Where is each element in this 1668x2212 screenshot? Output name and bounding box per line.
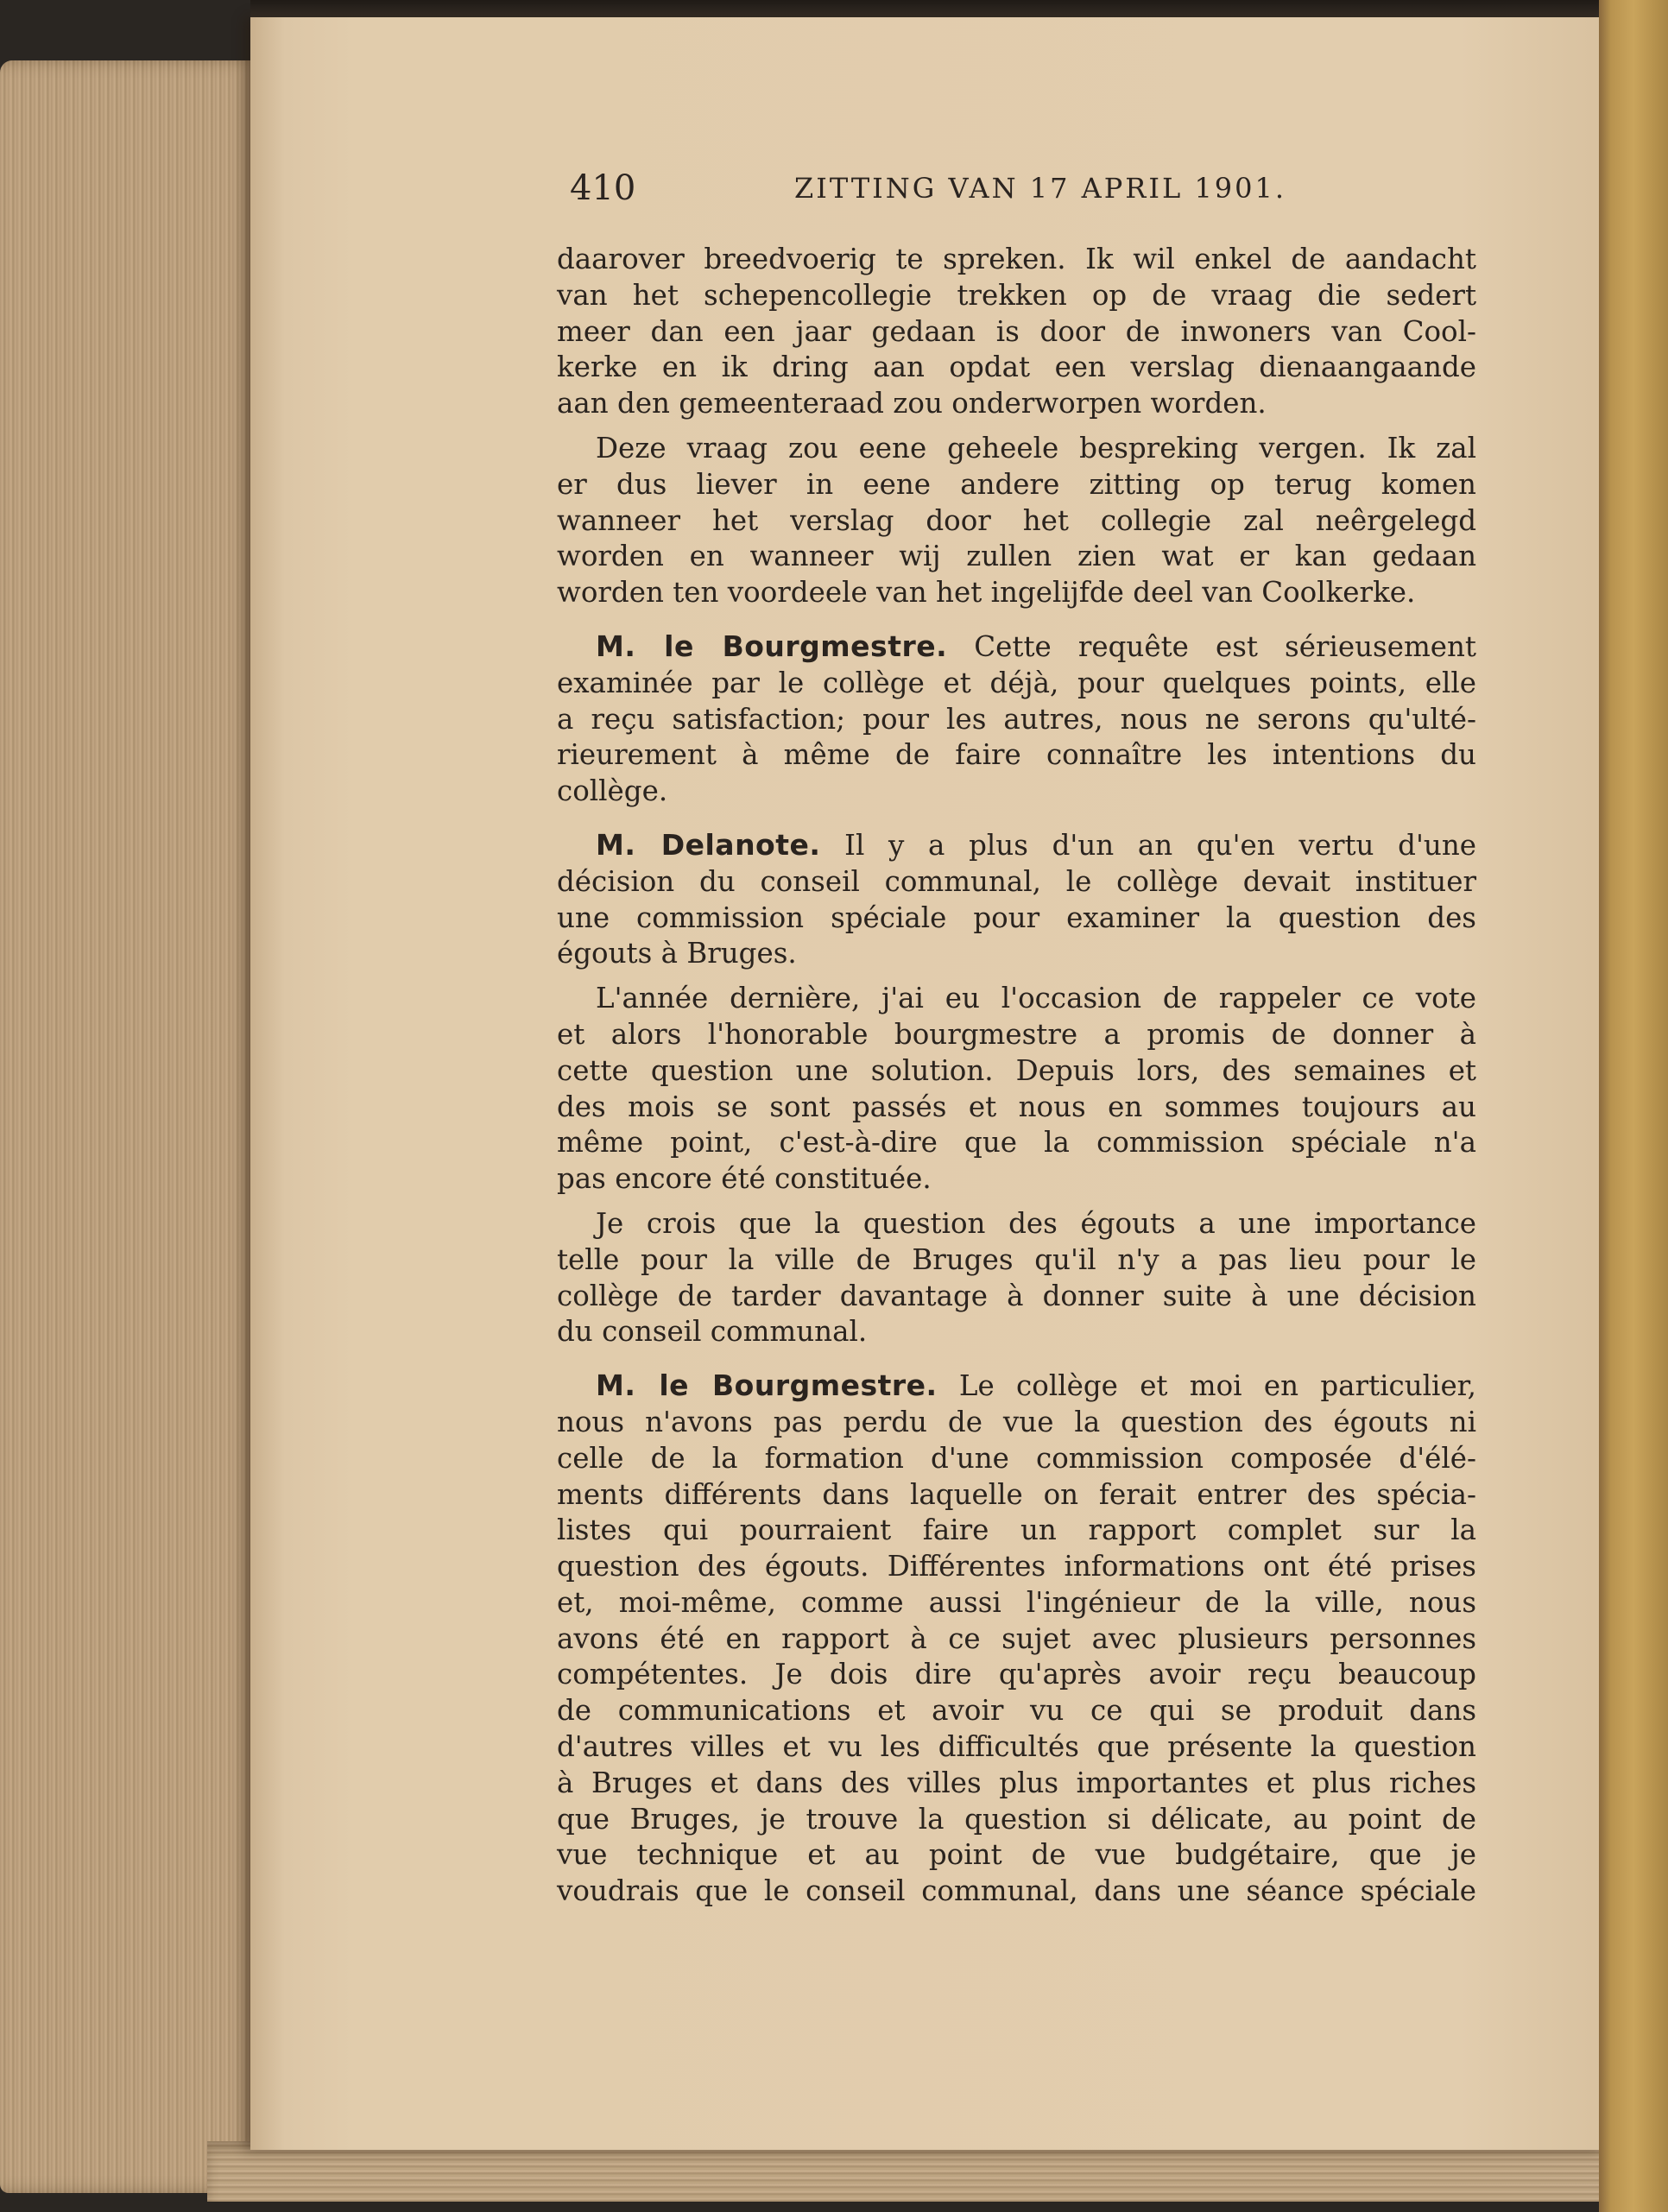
- text-line: collège.: [557, 774, 668, 808]
- text-line: meer dan een jaar gedaan is door de inwoners van Cool-: [557, 314, 1476, 348]
- speaker-name: M. Delanote.: [596, 827, 821, 862]
- speaker-name: M. le Bourgmestre.: [596, 1368, 938, 1403]
- text-line: Deze vraag zou eene geheele bespreking vergen. Ik zal: [596, 431, 1476, 465]
- paragraph: [557, 981, 1476, 1198]
- paragraph: [557, 431, 1476, 611]
- text-line: à Bruges et dans des villes plus importantes et plus riches: [557, 1766, 1476, 1799]
- text-line: avons été en rapport à ce sujet avec plusieurs personnes: [557, 1621, 1476, 1655]
- text-line: voudrais que le conseil communal, dans une séance spéciale: [557, 1874, 1476, 1908]
- text-line: et, moi-même, comme aussi l'ingénieur de la ville, nous: [557, 1585, 1476, 1619]
- text-line: collège de tarder davantage à donner suite à une décision: [557, 1279, 1476, 1312]
- text-line: décision du conseil communal, le collège devait instituer: [557, 864, 1476, 898]
- speech-text: Il y a plus d'un an qu'en vertu d'une: [844, 828, 1476, 862]
- text-line: listes qui pourraient faire un rapport complet sur la: [557, 1514, 1476, 1547]
- speech-text: Le collège et moi en particulier,: [958, 1369, 1476, 1403]
- text-line: cette question une solution. Depuis lors, des semaines et: [557, 1053, 1476, 1087]
- speaker-paragraph: [557, 827, 1476, 972]
- text-line: wanneer het verslag door het collegie zal neêrgelegd: [557, 503, 1476, 537]
- text-line: Je crois que la question des égouts a une importance: [596, 1206, 1476, 1240]
- page-edges-bottom: [207, 2141, 1623, 2202]
- text-line: [557, 827, 1476, 864]
- running-head: [570, 168, 1347, 212]
- text-line: [557, 1368, 1476, 1405]
- text-line: nous n'avons pas perdu de vue la question des égouts ni: [557, 1405, 1476, 1438]
- text-line: question des égouts. Différentes informations ont été prises: [557, 1550, 1476, 1583]
- text-line: des mois se sont passés et nous en sommes toujours au: [557, 1090, 1476, 1123]
- speaker-paragraph: [557, 1368, 1476, 1910]
- text-line: une commission spéciale pour examiner la question des: [557, 901, 1476, 934]
- text-line: examinée par le collège et déjà, pour quelques points, elle: [557, 666, 1476, 699]
- text-line: telle pour la ville de Bruges qu'il n'y a pas lieu pour le: [557, 1242, 1476, 1276]
- text-line: [557, 629, 1476, 666]
- text-line: vue technique et au point de vue budgétaire, que je: [557, 1838, 1476, 1872]
- text-line: du conseil communal.: [557, 1315, 868, 1349]
- paragraph: [557, 242, 1476, 422]
- text-line: worden ten voordeele van het ingelijfde deel van Coolkerke.: [557, 576, 1416, 610]
- speaker-name: M. le Bourgmestre.: [596, 629, 948, 663]
- text-line: même point, c'est-à-dire que la commission spéciale n'a: [557, 1126, 1476, 1160]
- text-line: compétentes. Je dois dire qu'après avoir reçu beaucoup: [557, 1658, 1476, 1691]
- text-line: aan den gemeenteraad zou onderworpen worden.: [557, 387, 1267, 420]
- text-line: que Bruges, je trouve la question si délicate, au point de: [557, 1802, 1476, 1836]
- text-line: celle de la formation d'une commission composée d'élé-: [557, 1441, 1476, 1475]
- text-line: worden en wanneer wij zullen zien wat er kan gedaan: [557, 540, 1476, 573]
- text-line: kerke en ik dring aan opdat een verslag dienaangaande: [557, 351, 1476, 384]
- speaker-paragraph: [557, 629, 1476, 810]
- text-line: rieurement à même de faire connaître les intentions du: [557, 738, 1476, 772]
- adjacent-page-edge: [1599, 0, 1668, 2212]
- text-line: ments différents dans laquelle on ferait entrer des spécia-: [557, 1477, 1476, 1511]
- text-line: daarover breedvoerig te spreken. Ik wil enkel de aandacht: [557, 243, 1476, 275]
- text-line: d'autres villes et vu les difficultés que présente la question: [557, 1730, 1476, 1764]
- text-line: de communications et avoir vu ce qui se produit dans: [557, 1694, 1476, 1728]
- text-line: pas encore été constituée.: [557, 1162, 932, 1196]
- text-line: égouts à Bruges.: [557, 937, 797, 970]
- text-line: er dus liever in eene andere zitting op terug komen: [557, 467, 1476, 501]
- body-text: [557, 242, 1476, 1918]
- text-line: L'année dernière, j'ai eu l'occasion de rappeler ce vote: [596, 982, 1476, 1015]
- text-line: a reçu satisfaction; pour les autres, nous ne serons qu'ulté-: [557, 702, 1476, 736]
- page-edges-left: [0, 60, 259, 2193]
- running-title: ZITTING VAN 17 APRIL 1901.: [794, 172, 1287, 205]
- speech-text: Cette requête est sérieusement: [974, 629, 1476, 663]
- text-line: van het schepencollegie trekken op de vraag die sedert: [557, 278, 1476, 312]
- text-line: et alors l'honorable bourgmestre a promis de donner à: [557, 1017, 1476, 1051]
- page-number: 410: [570, 168, 636, 208]
- paragraph: [557, 1206, 1476, 1350]
